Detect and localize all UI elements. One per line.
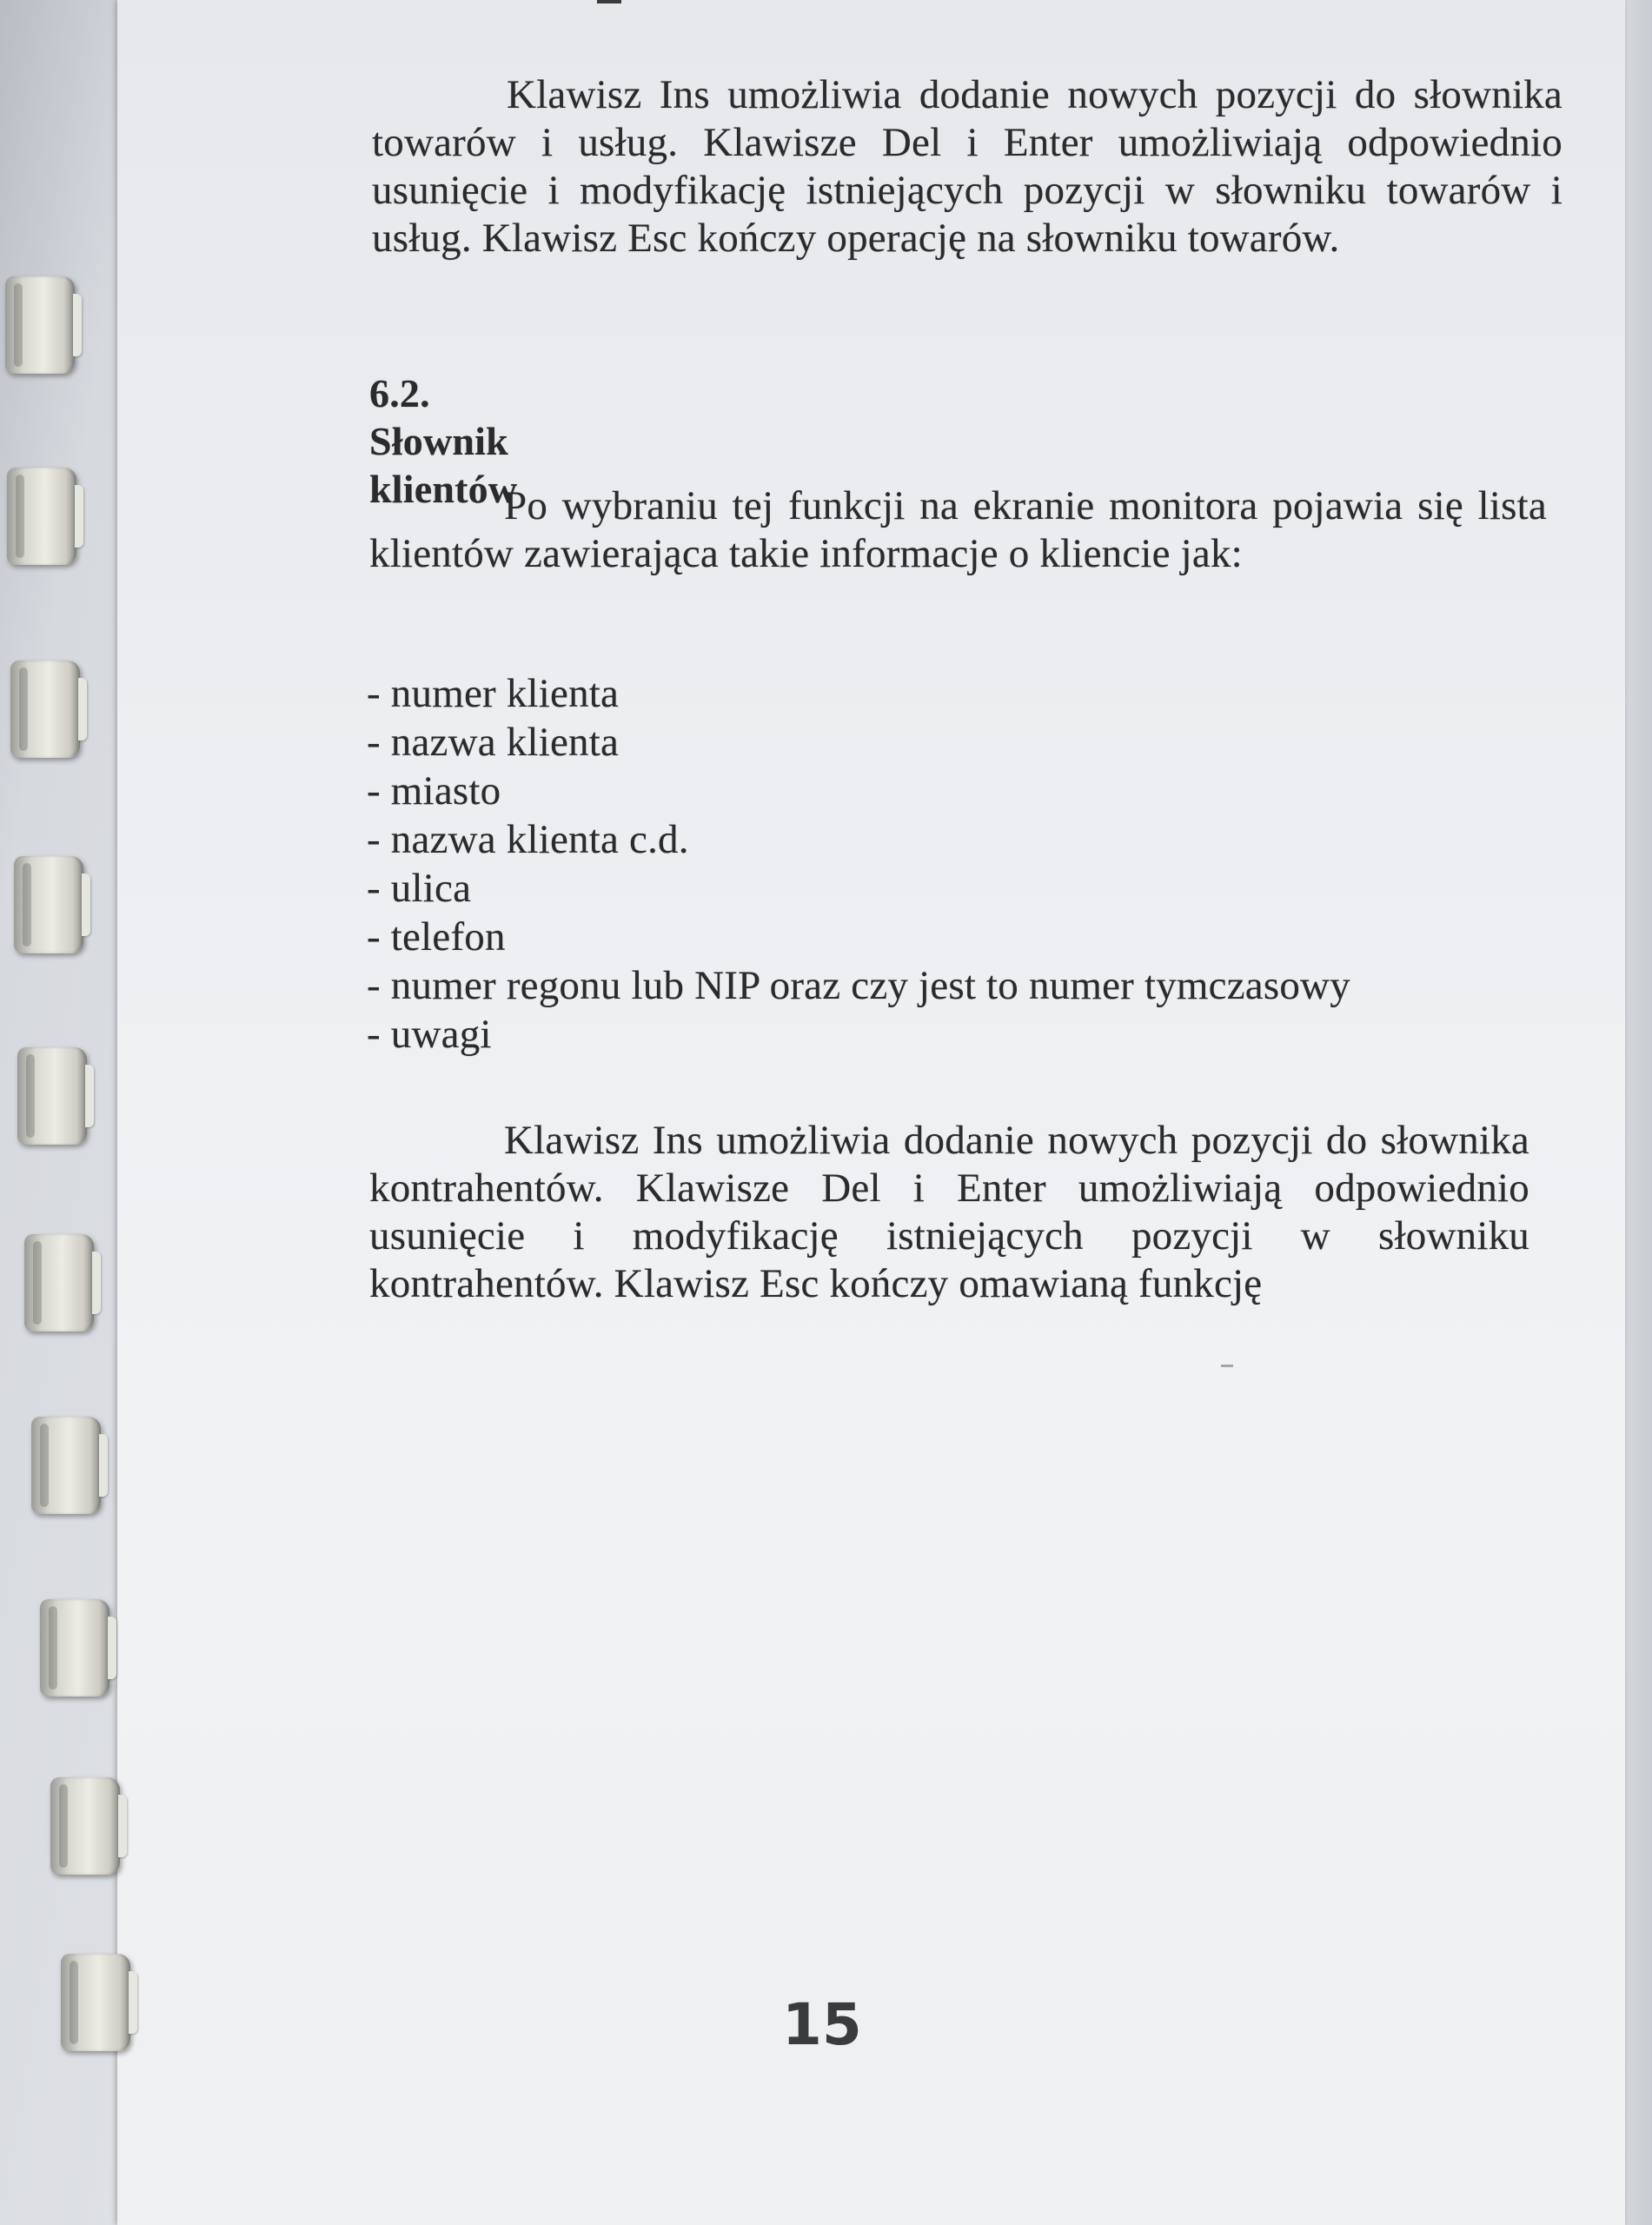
- list-item: - telefon: [367, 914, 506, 960]
- document-page: [117, 0, 1625, 2225]
- binding-ring: [10, 661, 80, 758]
- binding-ring: [61, 1954, 130, 2051]
- list-item: - numer klienta: [367, 671, 620, 716]
- list-item: - ulica: [367, 866, 472, 911]
- paper-speck: [1221, 1365, 1233, 1367]
- list-item: - uwagi: [367, 1012, 492, 1057]
- list-item: - miasto: [367, 768, 501, 814]
- section-heading: 6.2. Słownik klientów: [369, 371, 518, 511]
- binding-ring: [7, 468, 76, 565]
- paragraph-client-list-intro: Po wybraniu tej funkcji na ekranie monitora pojawia się lista klientów zawierająca takie informacje o kliencie jak:: [369, 483, 1547, 576]
- binding-ring: [5, 276, 75, 374]
- binding-ring: [40, 1599, 109, 1697]
- client-fields-list: [367, 669, 1350, 1059]
- paragraph-ins-key-goods: Klawisz Ins umożliwia dodanie nowych pozycji do słownika towarów i usług. Klawisze Del i Enter umożliwiają odpowiednio usunięcie i modyfikację istniejących pozycji w słowniku towarów i usług. Klawisz Esc kończy operację na słowniku towarów.: [372, 72, 1562, 261]
- binding-ring: [14, 856, 83, 953]
- list-item: - nazwa klienta: [367, 720, 620, 765]
- binding-ring: [31, 1417, 101, 1514]
- binding-ring: [24, 1234, 94, 1332]
- binding-ring: [17, 1047, 87, 1145]
- spiral-binding: [0, 0, 165, 2225]
- binding-ring: [50, 1777, 120, 1875]
- top-mark: [597, 0, 621, 3]
- paragraph-ins-key-contractors: Klawisz Ins umożliwia dodanie nowych pozycji do słownika kontrahentów. Klawisze Del i Enter umożliwiają odpowiednio usunięcie i modyfikację istniejących pozycji w słowniku kontrahentów. Klawisz Esc kończy omawianą funkcję: [369, 1118, 1529, 1306]
- page-number: 15: [782, 1991, 862, 2058]
- list-item: - numer regonu lub NIP oraz czy jest to numer tymczasowy: [367, 963, 1350, 1008]
- list-item: - nazwa klienta c.d.: [367, 817, 689, 862]
